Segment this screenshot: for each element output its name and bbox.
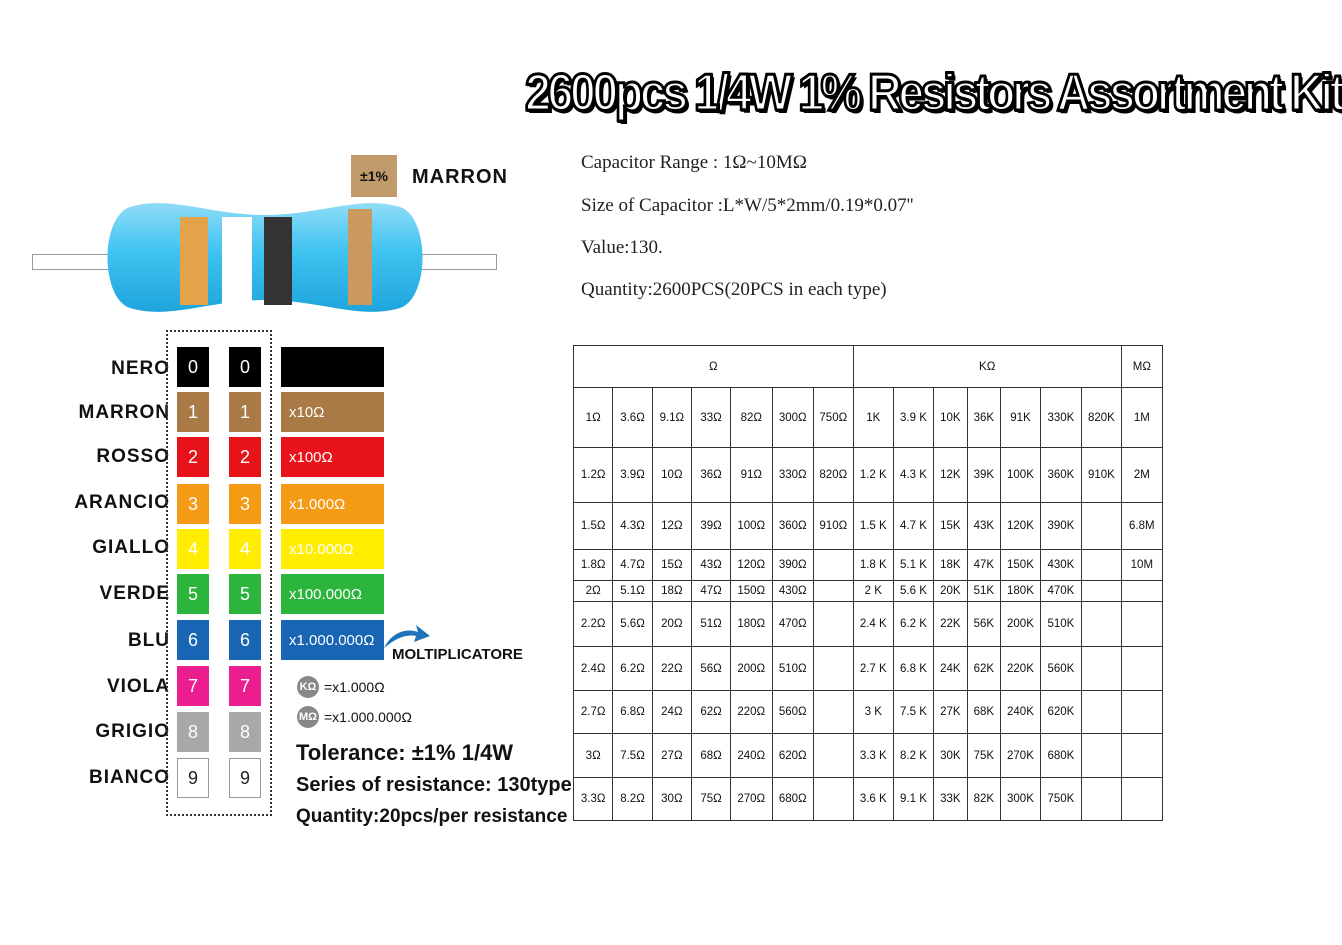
table-cell: 24K bbox=[934, 647, 968, 691]
digit-swatch: 8 bbox=[177, 712, 209, 752]
color-name: GIALLO bbox=[92, 537, 170, 558]
table-cell: 1.2Ω bbox=[574, 448, 613, 503]
table-cell bbox=[1082, 647, 1122, 691]
table-cell: 220K bbox=[1001, 647, 1041, 691]
digit-swatch: 1 bbox=[177, 392, 209, 432]
table-cell: 10M bbox=[1121, 550, 1162, 581]
multiplier-swatch: x10.000Ω bbox=[281, 529, 384, 569]
table-cell: 560K bbox=[1040, 647, 1081, 691]
table-cell: 1.8Ω bbox=[574, 550, 613, 581]
table-cell bbox=[813, 550, 853, 581]
table-row bbox=[574, 581, 1163, 602]
table-cell: 39Ω bbox=[692, 503, 731, 550]
table-cell: 4.7 K bbox=[893, 503, 933, 550]
table-cell bbox=[1082, 691, 1122, 734]
table-cell: 2M bbox=[1121, 448, 1162, 503]
table-cell: 51Ω bbox=[692, 602, 731, 647]
table-cell: 820Ω bbox=[813, 448, 853, 503]
table-cell: 82K bbox=[967, 778, 1001, 821]
table-cell: 22Ω bbox=[652, 647, 691, 691]
table-cell: 5.6 K bbox=[893, 581, 933, 602]
table-cell: 39K bbox=[967, 448, 1001, 503]
table-cell: 4.7Ω bbox=[613, 550, 652, 581]
table-cell: 2 K bbox=[853, 581, 893, 602]
color-name: VIOLA bbox=[106, 676, 170, 697]
table-cell: 680Ω bbox=[772, 778, 813, 821]
table-cell bbox=[1121, 647, 1162, 691]
table-cell: 120K bbox=[1001, 503, 1041, 550]
multiplier-swatch: x1.000.000Ω bbox=[281, 620, 384, 660]
resistor-values-table bbox=[573, 345, 1163, 821]
digit-swatch: 5 bbox=[229, 574, 261, 614]
table-cell: 6.8M bbox=[1121, 503, 1162, 550]
table-cell bbox=[1082, 581, 1122, 602]
table-row bbox=[574, 503, 1163, 550]
table-cell: 3 K bbox=[853, 691, 893, 734]
table-cell: 2Ω bbox=[574, 581, 613, 602]
multiplier-label: MOLTIPLICATORE bbox=[392, 646, 523, 663]
table-header-ohm: Ω bbox=[574, 346, 854, 388]
table-cell: 3.9 K bbox=[893, 388, 933, 448]
table-cell: 7.5Ω bbox=[613, 734, 652, 778]
table-cell: 6.8Ω bbox=[613, 691, 652, 734]
table-cell: 8.2Ω bbox=[613, 778, 652, 821]
table-cell bbox=[1082, 778, 1122, 821]
table-cell: 62Ω bbox=[692, 691, 731, 734]
table-cell: 1.5 K bbox=[853, 503, 893, 550]
table-cell: 33K bbox=[934, 778, 968, 821]
table-cell: 27Ω bbox=[652, 734, 691, 778]
digit-swatch: 5 bbox=[177, 574, 209, 614]
digit-swatch: 7 bbox=[229, 666, 261, 706]
digit-swatch: 4 bbox=[177, 529, 209, 569]
table-cell bbox=[1121, 778, 1162, 821]
table-cell bbox=[1121, 691, 1162, 734]
table-cell: 360K bbox=[1040, 448, 1081, 503]
multiplier-swatch: x10Ω bbox=[281, 392, 384, 432]
multiplier-swatch: x1.000Ω bbox=[281, 484, 384, 524]
table-cell: 82Ω bbox=[731, 388, 772, 448]
mega-ohm-text: =x1.000.000Ω bbox=[324, 709, 412, 725]
multiplier-swatch: x100.000Ω bbox=[281, 574, 384, 614]
table-cell: 100Ω bbox=[731, 503, 772, 550]
table-cell: 30Ω bbox=[652, 778, 691, 821]
table-cell: 360Ω bbox=[772, 503, 813, 550]
digit-swatch: 2 bbox=[177, 437, 209, 477]
table-cell: 10K bbox=[934, 388, 968, 448]
table-cell: 12K bbox=[934, 448, 968, 503]
table-cell: 3.6 K bbox=[853, 778, 893, 821]
table-cell bbox=[813, 734, 853, 778]
table-cell: 43Ω bbox=[692, 550, 731, 581]
color-name: ARANCIO bbox=[74, 492, 170, 513]
table-cell: 36Ω bbox=[692, 448, 731, 503]
multiplier-swatch bbox=[281, 347, 384, 387]
table-cell: 56Ω bbox=[692, 647, 731, 691]
table-cell: 750Ω bbox=[813, 388, 853, 448]
color-name: GRIGIO bbox=[95, 721, 170, 742]
table-cell: 100K bbox=[1001, 448, 1041, 503]
table-cell: 24Ω bbox=[652, 691, 691, 734]
table-cell: 15K bbox=[934, 503, 968, 550]
table-cell: 47Ω bbox=[692, 581, 731, 602]
table-cell: 470K bbox=[1040, 581, 1081, 602]
series-note: Series of resistance: 130type bbox=[296, 774, 572, 796]
mega-ohm-badge: MΩ bbox=[297, 706, 319, 728]
digit-swatch: 1 bbox=[229, 392, 261, 432]
table-cell: 560Ω bbox=[772, 691, 813, 734]
table-cell bbox=[813, 581, 853, 602]
table-cell: 330Ω bbox=[772, 448, 813, 503]
table-cell: 4.3Ω bbox=[613, 503, 652, 550]
table-cell: 2.2Ω bbox=[574, 602, 613, 647]
kilo-ohm-badge: KΩ bbox=[297, 676, 319, 698]
table-cell: 91K bbox=[1001, 388, 1041, 448]
digit-swatch: 6 bbox=[177, 620, 209, 660]
table-cell bbox=[1082, 602, 1122, 647]
table-cell: 27K bbox=[934, 691, 968, 734]
table-row bbox=[574, 388, 1163, 448]
table-cell: 2.7 K bbox=[853, 647, 893, 691]
table-row bbox=[574, 647, 1163, 691]
table-cell: 330K bbox=[1040, 388, 1081, 448]
table-cell: 680K bbox=[1040, 734, 1081, 778]
table-cell: 200K bbox=[1001, 602, 1041, 647]
table-cell: 6.8 K bbox=[893, 647, 933, 691]
digit-swatch: 4 bbox=[229, 529, 261, 569]
table-cell bbox=[1121, 581, 1162, 602]
resistor-icon bbox=[100, 195, 430, 320]
table-cell: 180Ω bbox=[731, 602, 772, 647]
table-cell: 120Ω bbox=[731, 550, 772, 581]
table-cell: 9.1 K bbox=[893, 778, 933, 821]
color-name: NERO bbox=[111, 358, 170, 379]
color-name: MARRON bbox=[78, 402, 170, 423]
quantity-note: Quantity:20pcs/per resistance bbox=[296, 806, 568, 827]
table-cell: 2.7Ω bbox=[574, 691, 613, 734]
table-cell bbox=[1121, 602, 1162, 647]
digit-swatch: 9 bbox=[229, 758, 261, 798]
color-name: BLU bbox=[127, 630, 170, 651]
digit-swatch: 0 bbox=[229, 347, 261, 387]
table-cell: 240K bbox=[1001, 691, 1041, 734]
table-cell: 390Ω bbox=[772, 550, 813, 581]
table-cell: 430K bbox=[1040, 550, 1081, 581]
table-cell: 51K bbox=[967, 581, 1001, 602]
table-cell bbox=[813, 778, 853, 821]
color-name: ROSSO bbox=[96, 446, 170, 467]
digit-swatch: 2 bbox=[229, 437, 261, 477]
table-cell bbox=[1082, 550, 1122, 581]
table-cell: 1.5Ω bbox=[574, 503, 613, 550]
table-cell: 5.6Ω bbox=[613, 602, 652, 647]
table-cell: 220Ω bbox=[731, 691, 772, 734]
table-cell: 150Ω bbox=[731, 581, 772, 602]
table-cell: 270Ω bbox=[731, 778, 772, 821]
table-cell: 910Ω bbox=[813, 503, 853, 550]
spec-range: Capacitor Range : 1Ω~10MΩ bbox=[581, 152, 807, 173]
table-cell bbox=[1121, 734, 1162, 778]
table-row bbox=[574, 448, 1163, 503]
table-cell: 20K bbox=[934, 581, 968, 602]
spec-value: Value:130. bbox=[581, 237, 663, 258]
table-cell: 1Ω bbox=[574, 388, 613, 448]
table-cell: 3Ω bbox=[574, 734, 613, 778]
table-cell: 240Ω bbox=[731, 734, 772, 778]
table-row bbox=[574, 602, 1163, 647]
table-cell: 510Ω bbox=[772, 647, 813, 691]
table-cell: 10Ω bbox=[652, 448, 691, 503]
table-cell: 470Ω bbox=[772, 602, 813, 647]
table-cell: 12Ω bbox=[652, 503, 691, 550]
table-cell: 33Ω bbox=[692, 388, 731, 448]
color-name: VERDE bbox=[99, 583, 170, 604]
table-cell: 18Ω bbox=[652, 581, 691, 602]
table-row bbox=[574, 691, 1163, 734]
table-cell: 5.1Ω bbox=[613, 581, 652, 602]
table-cell: 300K bbox=[1001, 778, 1041, 821]
table-cell: 750K bbox=[1040, 778, 1081, 821]
table-cell: 3.3Ω bbox=[574, 778, 613, 821]
table-cell: 91Ω bbox=[731, 448, 772, 503]
table-row bbox=[574, 778, 1163, 821]
table-cell: 1K bbox=[853, 388, 893, 448]
table-cell: 620K bbox=[1040, 691, 1081, 734]
table-cell: 2.4Ω bbox=[574, 647, 613, 691]
kilo-ohm-text: =x1.000Ω bbox=[324, 679, 385, 695]
table-cell: 18K bbox=[934, 550, 968, 581]
table-cell: 75K bbox=[967, 734, 1001, 778]
table-cell: 47K bbox=[967, 550, 1001, 581]
table-cell: 8.2 K bbox=[893, 734, 933, 778]
table-cell: 30K bbox=[934, 734, 968, 778]
table-cell: 390K bbox=[1040, 503, 1081, 550]
table-header-mohm: MΩ bbox=[1121, 346, 1162, 388]
table-cell: 9.1Ω bbox=[652, 388, 691, 448]
table-cell: 36K bbox=[967, 388, 1001, 448]
digit-swatch: 7 bbox=[177, 666, 209, 706]
table-cell: 1M bbox=[1121, 388, 1162, 448]
spec-quantity: Quantity:2600PCS(20PCS in each type) bbox=[581, 279, 887, 300]
multiplier-swatch: x100Ω bbox=[281, 437, 384, 477]
table-cell: 2.4 K bbox=[853, 602, 893, 647]
table-cell: 20Ω bbox=[652, 602, 691, 647]
table-cell: 200Ω bbox=[731, 647, 772, 691]
table-cell: 150K bbox=[1001, 550, 1041, 581]
spec-size: Size of Capacitor :L*W/5*2mm/0.19*0.07'' bbox=[581, 195, 914, 216]
table-cell bbox=[1082, 734, 1122, 778]
table-cell: 5.1 K bbox=[893, 550, 933, 581]
tolerance-band-swatch: ±1% bbox=[351, 155, 397, 197]
table-cell: 43K bbox=[967, 503, 1001, 550]
page-title: 2600pcs 1/4W 1% Resistors Assortment Kit bbox=[525, 64, 1342, 122]
table-cell: 68Ω bbox=[692, 734, 731, 778]
table-cell bbox=[813, 647, 853, 691]
table-cell: 620Ω bbox=[772, 734, 813, 778]
table-cell: 270K bbox=[1001, 734, 1041, 778]
table-cell: 15Ω bbox=[652, 550, 691, 581]
table-cell: 820K bbox=[1082, 388, 1122, 448]
table-cell: 180K bbox=[1001, 581, 1041, 602]
table-cell: 300Ω bbox=[772, 388, 813, 448]
tolerance-note: Tolerance: ±1% 1/4W bbox=[296, 740, 514, 765]
table-cell: 1.8 K bbox=[853, 550, 893, 581]
table-cell: 7.5 K bbox=[893, 691, 933, 734]
table-row bbox=[574, 734, 1163, 778]
digit-swatch: 3 bbox=[229, 484, 261, 524]
table-cell: 910K bbox=[1082, 448, 1122, 503]
digit-swatch: 9 bbox=[177, 758, 209, 798]
table-cell: 510K bbox=[1040, 602, 1081, 647]
tolerance-band-name: MARRON bbox=[412, 166, 508, 188]
table-cell: 62K bbox=[967, 647, 1001, 691]
digit-swatch: 0 bbox=[177, 347, 209, 387]
table-cell: 56K bbox=[967, 602, 1001, 647]
table-cell bbox=[813, 602, 853, 647]
color-name: BIANCO bbox=[89, 767, 170, 788]
table-cell: 22K bbox=[934, 602, 968, 647]
table-cell bbox=[813, 691, 853, 734]
table-cell: 430Ω bbox=[772, 581, 813, 602]
table-cell: 1.2 K bbox=[853, 448, 893, 503]
table-cell: 75Ω bbox=[692, 778, 731, 821]
table-cell bbox=[1082, 503, 1122, 550]
table-cell: 68K bbox=[967, 691, 1001, 734]
digit-swatch: 8 bbox=[229, 712, 261, 752]
table-row bbox=[574, 550, 1163, 581]
digit-swatch: 3 bbox=[177, 484, 209, 524]
digit-swatch: 6 bbox=[229, 620, 261, 660]
table-cell: 4.3 K bbox=[893, 448, 933, 503]
table-cell: 6.2Ω bbox=[613, 647, 652, 691]
table-cell: 3.3 K bbox=[853, 734, 893, 778]
table-header-kohm: KΩ bbox=[853, 346, 1121, 388]
table-cell: 6.2 K bbox=[893, 602, 933, 647]
table-cell: 3.6Ω bbox=[613, 388, 652, 448]
table-cell: 3.9Ω bbox=[613, 448, 652, 503]
